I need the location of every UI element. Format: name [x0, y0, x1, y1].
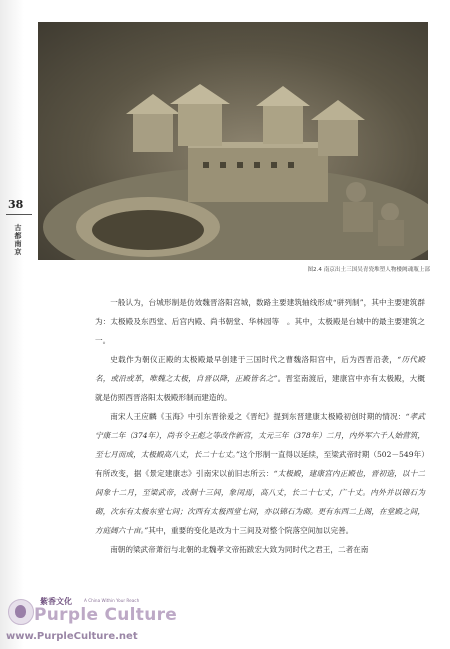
text-run: 这个形制一直得以延续，至梁武帝时期（502－549年）有所改变，据《景定建康志》引南宋以前旧志所云：	[95, 450, 425, 478]
hall-window	[220, 162, 226, 168]
center-left-tower-roof	[170, 84, 230, 104]
left-tower	[133, 112, 173, 152]
page-edge-shadow	[0, 0, 24, 649]
watermark-logo	[4, 595, 194, 647]
hall-window	[288, 162, 294, 168]
center-right-tower	[263, 104, 303, 144]
watermark-url: www.PurpleCulture.net	[6, 631, 138, 642]
paragraph	[95, 407, 425, 540]
running-header: 古都南京	[14, 224, 23, 256]
central-hall	[188, 142, 328, 202]
hall-window	[237, 162, 243, 168]
center-right-tower-roof	[256, 86, 310, 106]
jar-mouth-opening	[92, 210, 204, 250]
text-run: 。晋室南渡后，建康宫中亦有太极殿，大概就是仿照西晋洛阳太极殿形制而建造的。	[95, 374, 425, 402]
hall-window	[203, 162, 209, 168]
page-number-rule	[6, 214, 32, 215]
watermark-name: Purple Culture	[34, 605, 178, 625]
body-text	[95, 293, 425, 559]
logo-emblem-icon	[8, 599, 34, 625]
figure-body	[343, 202, 373, 232]
figure-head	[381, 203, 399, 221]
paragraph	[95, 540, 425, 559]
hall-window	[271, 162, 277, 168]
figure-caption: 图2.4 南京出土三国吴青瓷堆塑人物楼阙魂瓶上部	[307, 267, 430, 273]
hall-window	[254, 162, 260, 168]
text-run: 史载作为朝仪正殿的太极殿最早创建于三国时代之曹魏洛阳宫中，后为西晋沿袭，	[110, 355, 398, 364]
text-run: 南朝的梁武帝萧衍与北朝的北魏孝文帝拓跋宏大致为同时代之君王，二者在南	[110, 545, 369, 554]
celadon-soul-jar-illustration	[38, 22, 428, 260]
paragraph	[95, 293, 425, 350]
page-number: 38	[8, 198, 24, 211]
center-left-tower	[178, 102, 222, 146]
right-tower	[318, 118, 358, 156]
text-run: 南宋人王应麟《玉海》中引东晋徐爰之《晋纪》提到东晋建康太极殿初创时期的情况：	[110, 412, 406, 421]
watermark-tagline: A China Within Your Reach	[84, 598, 140, 603]
quotation: “历代殿名，或沿或革，唯魏之太极，自晋以降，正殿皆名之”	[95, 355, 426, 383]
text-run: 其中，重要的变化是改为十三间及对整个院落空间加以完善。	[148, 526, 354, 535]
text-run: 一般认为，台城形制是仿效魏晋洛阳宫城，数路主要建筑轴线形成“骈列制”，其中主要建筑群为：太极殿及东西堂、后宫内殿、尚书朝堂、华林园等 。其中，太极殿是台城中的最主要建筑之一。	[95, 298, 425, 345]
artifact-photo	[38, 22, 428, 260]
quotation: “孝武宁康二年（374年），尚书令王彪之等改作新宫，太元三年（378年）二月，内外军六千人始营筑，至七月而成，太极殿高八丈，长二十七丈。”	[95, 412, 425, 459]
watermark-chinese-name: 紫香文化	[40, 597, 72, 606]
quotation: “太极殿，建康宫内正殿也，晋初造，以十二间象十二月，至梁武帝，改制十三间，象闰焉，高八丈，长二十七丈，广十丈。内外并以锦石为砌，次东有太极东堂七间；次西有太极西堂七间，亦以锦石为砌。更有东西二上阁，在堂殿之间，方庭阔六十亩。”	[95, 469, 425, 535]
figure-head	[346, 182, 366, 202]
right-tower-roof	[311, 100, 365, 120]
figure-body	[378, 220, 404, 246]
paragraph	[95, 350, 425, 407]
